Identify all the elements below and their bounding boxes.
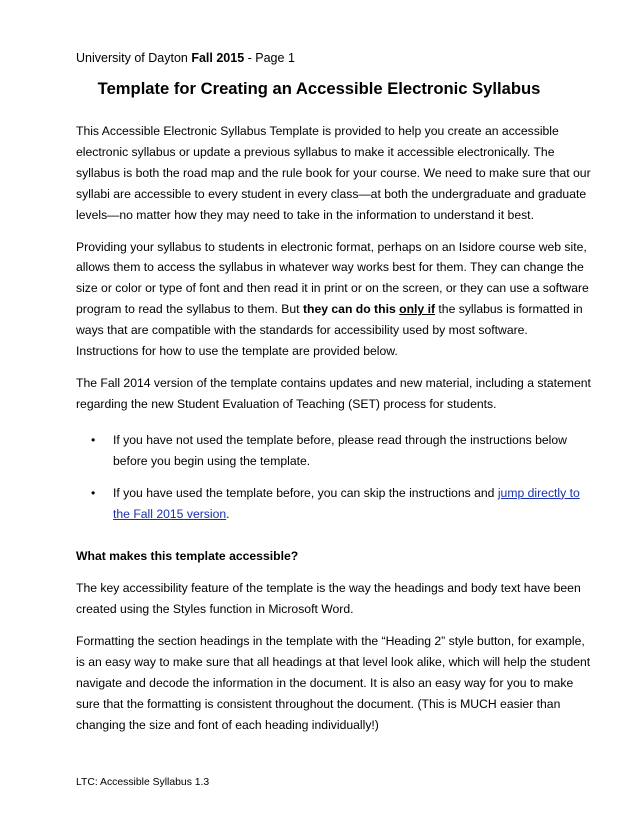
emphasis-bold [303, 302, 435, 316]
list-item-new-users-text: If you have not used the template before, please read through the instructions below before you begin using the template. [113, 432, 567, 468]
bullet-icon: • [91, 432, 96, 447]
header-separator: - Page [244, 51, 288, 65]
bullet-icon: • [91, 485, 96, 500]
electronic-format-text-a: Providing your syllabus to students in electronic format, perhaps on an Isidore course web site, allows them to access the syllabus in whatever way works best for them. They can change the size or color or type of font and then read it in print or on the screen, or they can use a software program to read the syllabus to them. But [76, 239, 589, 317]
page-title: Template for Creating an Accessible Electronic Syllabus [97, 79, 541, 98]
instructions-list [76, 430, 592, 525]
list-item-returning-users [76, 483, 592, 525]
emphasis-bold-text: they can do this [302, 302, 400, 317]
formatting-paragraph: Formatting the section headings in the template with the “Heading 2” style button, for example, is an easy way to make sure that all headings at that level look alike, which will help the student navigate and decode the information in the document. It is also an easy way for you to make sure that the formatting is consistent throughout the document. (This is MUCH easier than changing the size and font of each heading individually!) [76, 634, 591, 732]
electronic-format-paragraph [76, 237, 592, 362]
section-heading: What makes this template accessible? [76, 549, 299, 564]
intro-paragraph: This Accessible Electronic Syllabus Template is provided to help you create an accessible electronic syllabus or update a previous syllabus to make it accessible electronically. The syllabus is both the road map and the rule book for your course. We need to make sure that our syllabi are accessible to every student in every class—at both the undergraduate and graduate levels—no matter how they may need to take in the information to understand it best. [76, 124, 591, 222]
emphasis-only-if: only if [399, 302, 436, 317]
header-page-number: 1 [287, 51, 295, 65]
document-body [76, 121, 592, 736]
version-paragraph: The Fall 2014 version of the template contains updates and new material, including a statement regarding the new Student Evaluation of Teaching (SET) process for students. [76, 375, 591, 411]
jump-to-fall-2015-link[interactable]: jump directly to the Fall 2015 version [113, 485, 580, 521]
key-feature-paragraph: The key accessibility feature of the template is the way the headings and body text have been created using the Styles function in Microsoft Word. [76, 581, 581, 617]
list-item-new-users [76, 430, 592, 472]
page-header [76, 50, 295, 66]
header-org: University of Dayton [76, 51, 192, 65]
electronic-format-text-b: the syllabus is formatted in ways that are compatible with the standards for accessibility used by most software. Instructions for how to use the template are provided below. [76, 302, 583, 359]
list-item-returning-users-text: If you have used the template before, you can skip the instructions and [113, 485, 498, 500]
list-item-returning-users-end: . [226, 506, 230, 521]
header-term: Fall 2015 [191, 51, 245, 65]
page-footer: LTC: Accessible Syllabus 1.3 [76, 777, 210, 788]
